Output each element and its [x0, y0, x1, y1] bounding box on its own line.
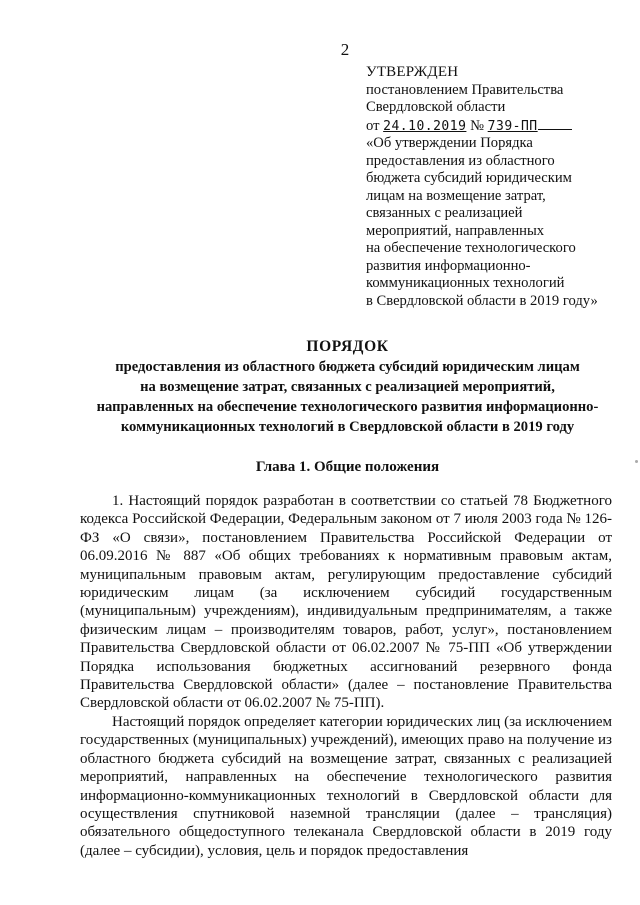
document-subtitle-line: на возмещение затрат, связанных с реализацией мероприятий, [140, 379, 555, 395]
approval-subject-line: коммуникационных технологий [366, 275, 565, 291]
approval-subject-line: лицам на возмещение затрат, [366, 187, 546, 204]
document-body [80, 492, 612, 860]
body-paragraph: Настоящий порядок определяет категории юридических лиц (за исключением государственных (муниципальных) учреждений), имеющих право на получение из областного бюджета субсидий на возмещение затрат, связанных с реализацией мероприятий, направленных на обеспечение технологического развития информационно-коммуникационных технологий в Свердловской области для осуществления спутниковой наземной трансляции (далее – трансляция) обязательного общедоступного телеканала Свердловской области в 2019 году (далее – субсидии), условия, цель и порядок предоставления [80, 713, 612, 859]
page-number: 2 [340, 40, 350, 59]
document-subtitle-line: предоставления из областного бюджета субсидий юридическим лицам [115, 359, 580, 375]
approval-date-line [366, 117, 636, 136]
body-paragraph: 1. Настоящий порядок разработан в соответствии со статьей 78 Бюджетного кодекса Российской Федерации, Федеральным законом от 7 июля 2003 года № 126-ФЗ «О связи», постановлением Правительства Российской Федерации от 06.09.2016 № 887 «Об общих требованиях к нормативным правовым актам, муниципальным правовым актам, регулирующим предоставление субсидий юридическим лицам (за исключением субсидий государственным (муниципальным) учреждениям), индивидуальным предпринимателям, а также физическим лицам – производителям товаров, работ, услуг», постановлением Правительства Свердловской области от 06.02.2007 № 75-ПП «Об утверждении Порядка использования бюджетных ассигнований резервного фонда Правительства Свердловской области» (далее – постановление Правительства Свердловской области от 06.02.2007 № 75-ПП). [80, 493, 612, 712]
approval-stamp: УТВЕРЖДЕН [366, 64, 459, 80]
approval-subject-line: бюджета субсидий юридическим [366, 170, 572, 186]
approval-subject-line: в Свердловской области в 2019 году» [366, 292, 598, 309]
approval-subject-line: мероприятий, направленных [366, 222, 545, 239]
chapter-title: Глава 1. Общие положения [255, 459, 440, 475]
document-title: ПОРЯДОК [306, 338, 389, 355]
document-title-block [80, 337, 615, 437]
approval-subject-line: связанных с реализацией [366, 205, 523, 221]
approval-date: 24.10.2019 [383, 118, 467, 134]
margin-mark [635, 460, 638, 463]
approval-subject-line: предоставления из областного [366, 152, 555, 169]
date-prefix: от [366, 117, 380, 134]
number-underline [538, 117, 572, 130]
document-subtitle-line: коммуникационных технологий в Свердловской области в 2019 году [120, 419, 575, 435]
approval-line: Свердловской области [366, 99, 506, 115]
approval-subject-line: развития информационно- [366, 257, 531, 274]
approval-subject-line: «Об утверждении Порядка [366, 135, 533, 151]
number-prefix: № [470, 117, 485, 134]
approval-subject-line: на обеспечение технологического [366, 240, 576, 256]
approval-line: постановлением Правительства [366, 81, 564, 98]
approval-block [366, 64, 636, 310]
document-subtitle-line: направленных на обеспечение технологического развития информационно- [96, 399, 599, 415]
approval-number: 739-ПП [487, 118, 538, 134]
